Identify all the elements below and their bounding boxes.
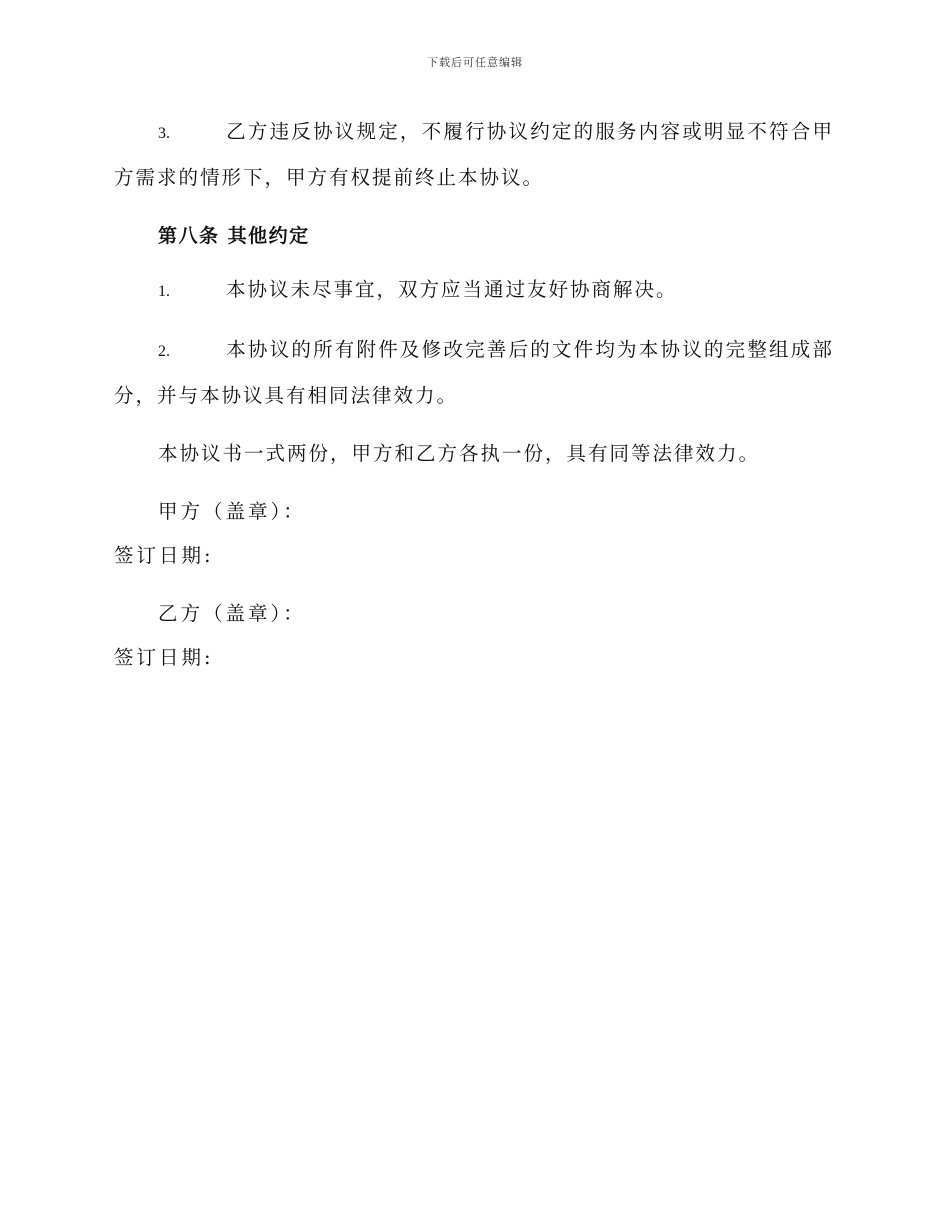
- item-text: 本协议未尽事宜，双方应当通过友好协商解决。: [226, 278, 678, 301]
- party-b-date-label: 签订日期:: [114, 646, 214, 669]
- item-number: 3.: [158, 125, 170, 142]
- copies-paragraph: 本协议书一式两份，甲方和乙方各执一份，具有同等法律效力。: [158, 442, 761, 465]
- party-a-seal-label: 甲方（盖章）：: [158, 500, 306, 523]
- clause8-item-2: [114, 328, 834, 418]
- item-text: 本协议的所有附件及修改完善后的文件均为本协议的完整组成部分，并与本协议具有相同法律效力。: [114, 338, 834, 407]
- page-header-note: 下载后可任意编辑: [427, 56, 523, 69]
- item-number: 2.: [158, 343, 170, 360]
- document-body: [114, 110, 834, 694]
- item-text: 乙方违反协议规定，不履行协议约定的服务内容或明显不符合甲方需求的情形下，甲方有权提前终止本协议。: [114, 120, 834, 189]
- party-b-seal-label: 乙方（盖章）：: [158, 602, 306, 625]
- clause7-item-3: [114, 110, 834, 200]
- party-a-signature: [114, 490, 834, 578]
- section-heading-article-8: 第八条 其他约定: [158, 225, 310, 247]
- item-number: 1.: [158, 283, 170, 300]
- clause8-item-1: [114, 268, 834, 314]
- party-b-signature: [114, 592, 834, 680]
- party-a-date-label: 签订日期:: [114, 544, 214, 567]
